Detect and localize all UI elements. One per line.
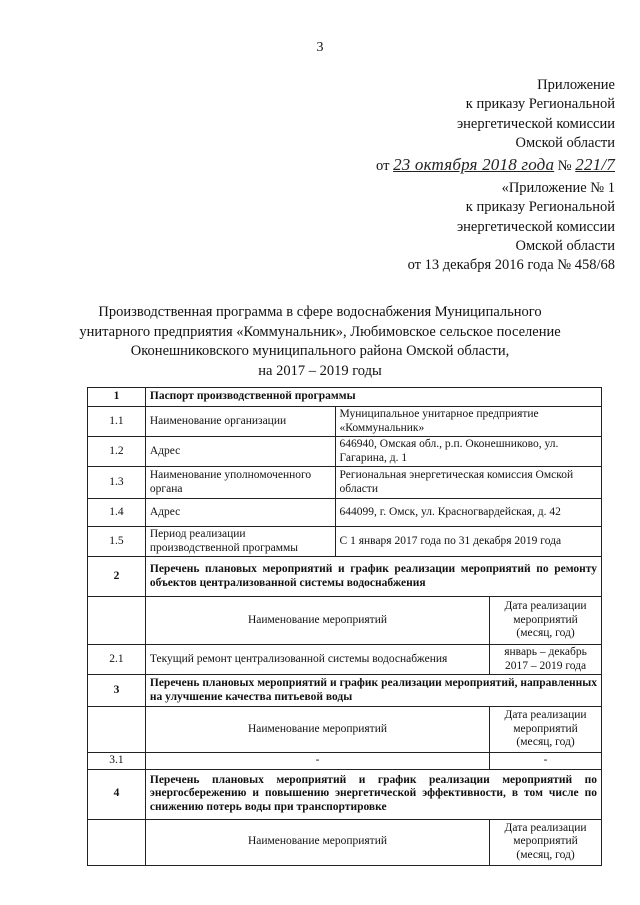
- column-header-row: [88, 707, 602, 753]
- section-number: 2: [88, 557, 146, 597]
- section-title: Паспорт производственной программы: [145, 388, 601, 407]
- row-label: Адрес: [145, 437, 335, 467]
- row-number: 1.2: [88, 437, 146, 467]
- section-title: Перечень плановых мероприятий и график реализации мероприятий, направленных на улучшение качества питьевой воды: [145, 675, 601, 707]
- row-label: Адрес: [145, 499, 335, 527]
- page-number: 3: [316, 40, 324, 55]
- empty-cell: [88, 819, 146, 865]
- row-value: Региональная энергетическая комиссия Омской области: [335, 467, 601, 499]
- row-number: 1.3: [88, 467, 146, 499]
- appendix-header: [376, 76, 615, 176]
- handwritten-number: 221/7: [575, 155, 615, 175]
- appendix-line: к приказу Региональной: [465, 199, 615, 216]
- appendix-line: Омской области: [515, 134, 615, 151]
- row-value: 644099, г. Омск, ул. Красногвардейская, д. 42: [335, 499, 601, 527]
- appendix-line: Приложение: [537, 77, 615, 93]
- table-row: [88, 407, 602, 437]
- appendix-line: энергетической комиссии: [456, 115, 615, 132]
- section-number: 3: [88, 675, 146, 707]
- title-line: Оконешниковского муниципального района Омской области,: [130, 343, 510, 359]
- row-label: Наименование уполномоченного органа: [145, 467, 335, 499]
- column-header-date: Дата реализации мероприятий (месяц, год): [490, 819, 602, 865]
- number-prefix: №: [557, 158, 572, 175]
- row-name: -: [145, 753, 489, 770]
- column-header-row: [88, 819, 602, 865]
- title-line: унитарного предприятия «Коммунальник», Любимовское сельское поселение: [79, 323, 561, 340]
- handwritten-date: 23 октября 2018 года: [393, 155, 555, 175]
- section-number: 4: [88, 769, 146, 819]
- appendix-line: «Приложение № 1: [501, 180, 615, 196]
- row-date: январь – декабрь 2017 – 2019 года: [490, 645, 602, 675]
- row-number: 1.1: [88, 407, 146, 437]
- column-header-date: Дата реализации мероприятий (месяц, год): [490, 707, 602, 753]
- row-label: Период реализации производственной программы: [145, 527, 335, 557]
- table-row: [88, 527, 602, 557]
- row-number: 1.5: [88, 527, 146, 557]
- empty-cell: [88, 707, 146, 753]
- section-header-row: [88, 675, 602, 707]
- section-title: Перечень плановых мероприятий и график реализации мероприятий по энергосбережению и повышению энергетической эффективности, в том числе по снижению потерь воды при транспортировке: [145, 769, 601, 819]
- program-table: [87, 387, 602, 866]
- title-line: на 2017 – 2019 годы: [258, 362, 382, 379]
- row-date: -: [490, 753, 602, 770]
- table-row: [88, 753, 602, 770]
- section-header-row: [88, 769, 602, 819]
- column-header-date: Дата реализации мероприятий (месяц, год): [490, 597, 602, 645]
- column-header-name: Наименование мероприятий: [145, 597, 489, 645]
- column-header-name: Наименование мероприятий: [145, 707, 489, 753]
- row-number: 3.1: [88, 753, 146, 770]
- original-appendix-header: [408, 179, 615, 275]
- row-value: Муниципальное унитарное предприятие «Коммунальник»: [335, 407, 601, 437]
- row-label: Наименование организации: [145, 407, 335, 437]
- column-header-name: Наименование мероприятий: [145, 819, 489, 865]
- document-title: [60, 303, 580, 381]
- section-header-row: [88, 557, 602, 597]
- row-value: 646940, Омская обл., р.п. Оконешниково, ул. Гагарина, д. 1: [335, 437, 601, 467]
- row-value: С 1 января 2017 года по 31 декабря 2019 года: [335, 527, 601, 557]
- appendix-date-line: [376, 155, 615, 176]
- appendix-line: к приказу Региональной: [465, 96, 615, 113]
- appendix-line: от 13 декабря 2016 года № 458/68: [407, 257, 615, 274]
- empty-cell: [88, 597, 146, 645]
- section-title: Перечень плановых мероприятий и график реализации мероприятий по ремонту объектов централизованной системы водоснабжения: [145, 557, 601, 597]
- row-number: 1.4: [88, 499, 146, 527]
- table-row: [88, 467, 602, 499]
- section-header-row: [88, 388, 602, 407]
- table-row: [88, 499, 602, 527]
- section-number: 1: [88, 388, 146, 407]
- appendix-line: Омской области: [515, 237, 615, 254]
- row-number: 2.1: [88, 645, 146, 675]
- appendix-line: энергетической комиссии: [456, 218, 615, 235]
- row-name: Текущий ремонт централизованной системы водоснабжения: [145, 645, 489, 675]
- table-row: [88, 645, 602, 675]
- title-line: Производственная программа в сфере водоснабжения Муниципального: [98, 304, 542, 320]
- date-prefix: от: [376, 158, 390, 175]
- column-header-row: [88, 597, 602, 645]
- table-row: [88, 437, 602, 467]
